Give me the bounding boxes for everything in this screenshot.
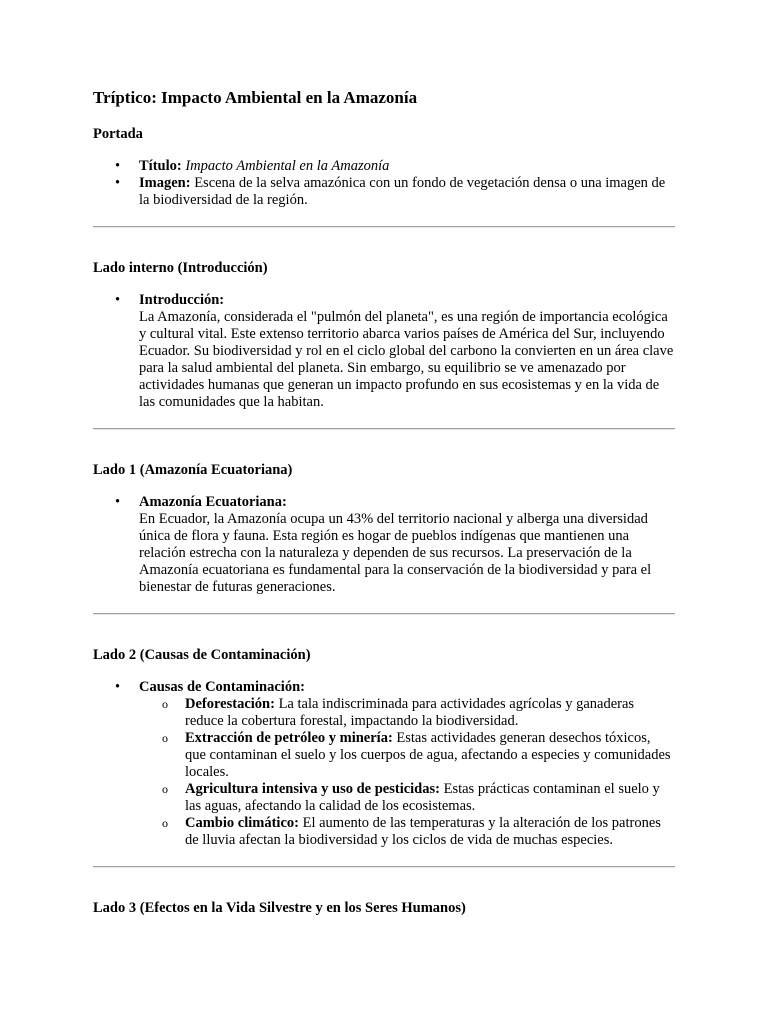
sublist-item	[139, 696, 675, 730]
intro-list	[93, 292, 675, 411]
sublist-item	[139, 781, 675, 815]
subitem-label: Cambio climático:	[185, 815, 299, 831]
subitem-label: Extracción de petróleo y minería:	[185, 730, 393, 746]
section-heading-lado1: Lado 1 (Amazonía Ecuatoriana)	[93, 462, 293, 478]
list-item	[93, 175, 675, 209]
sublist-item	[139, 730, 675, 781]
item-label: • Amazonía Ecuatoriana:	[139, 494, 287, 510]
item-text: Impacto Ambiental en la Amazonía	[185, 158, 390, 174]
subitem-label: Agricultura intensiva y uso de pesticidas:	[185, 781, 440, 797]
section-heading-portada: Portada	[93, 126, 143, 142]
document-title: Tríptico: Impacto Ambiental en la Amazonía	[93, 88, 418, 107]
list-item	[93, 292, 675, 411]
portada-list	[93, 158, 675, 209]
list-item	[93, 679, 675, 849]
document-content	[93, 88, 675, 917]
sublist-item	[139, 815, 675, 849]
subitem-text: Estas prácticas contaminan el suelo y las aguas, afectando la calidad de los ecosistemas.	[185, 781, 660, 814]
item-text: La Amazonía, considerada el "pulmón del planeta", es una región de importancia ecológica y cultural vital. Este extenso territorio abarca varios países de América del Sur, incluyendo Ecuador. Su biodiversidad y rol en el ciclo global del carbono la convierten en un área clave para la salud ambiental del planeta. Sin embargo, su equilibrio se ve amenazado por actividades humanas que generan un impacto profundo en sus ecosistemas y en la vida de las comunidades que la habitan.	[139, 309, 674, 410]
section-heading-lado3: Lado 3 (Efectos en la Vida Silvestre y en los Seres Humanos)	[93, 900, 466, 916]
subitem-text: El aumento de las temperaturas y la alteración de los patrones de lluvia afectan la biodiversidad y los ciclos de vida de muchas especies.	[185, 815, 661, 848]
subitem-label: Deforestación:	[185, 696, 275, 712]
section-divider	[93, 866, 675, 868]
item-label: • Introducción:	[139, 292, 225, 308]
item-label: • Causas de Contaminación:	[139, 679, 305, 695]
section-divider	[93, 428, 675, 430]
item-text: Escena de la selva amazónica con un fondo de vegetación densa o una imagen de la biodiversidad de la región.	[139, 175, 666, 208]
section-heading-lado2: Lado 2 (Causas de Contaminación)	[93, 647, 311, 663]
item-label: Imagen:	[139, 175, 191, 191]
list-item	[93, 494, 675, 596]
section-divider	[93, 613, 675, 615]
causes-sublist	[139, 696, 675, 849]
lado1-list	[93, 494, 675, 596]
section-divider	[93, 226, 675, 228]
section-heading-intro: Lado interno (Introducción)	[93, 260, 268, 276]
item-label: Título:	[139, 158, 182, 174]
item-text: En Ecuador, la Amazonía ocupa un 43% del territorio nacional y alberga una diversidad única de flora y fauna. Esta región es hogar de pueblos indígenas que mantienen una relación estrecha con la naturaleza y dependen de sus recursos. La preservación de la Amazonía ecuatoriana es fundamental para la conservación de la biodiversidad y para el bienestar de futuras generaciones.	[139, 511, 652, 595]
subitem-text: La tala indiscriminada para actividades agrícolas y ganaderas reduce la cobertura forestal, impactando la biodiversidad.	[185, 696, 635, 729]
list-item	[93, 158, 675, 175]
lado2-list	[93, 679, 675, 849]
subitem-text: Estas actividades generan desechos tóxicos, que contaminan el suelo y los cuerpos de agua, afectando a especies y comunidades locales.	[185, 730, 671, 780]
